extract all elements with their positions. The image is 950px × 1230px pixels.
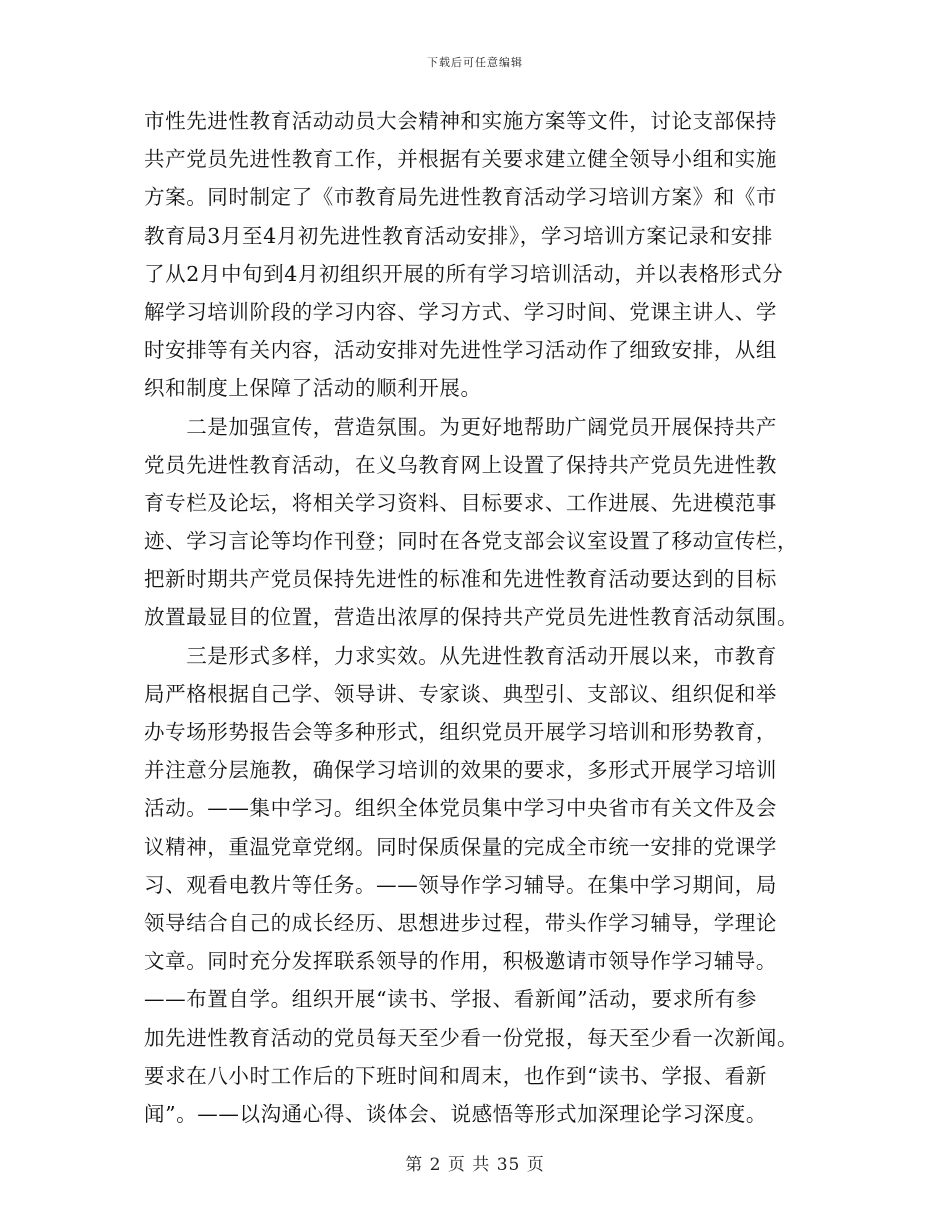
text-line: 局严格根据自己学、领导讲、专家谈、典型引、支部议、组织促和举 [144,681,777,706]
document-body [144,102,814,1133]
text-line: 育专栏及论坛，将相关学习资料、目标要求、工作进展、先进模范事 [144,490,777,515]
text-line: 放置最显目的位置，营造出浓厚的保持共产党员先进性教育活动氛围。 [144,605,799,630]
text-line: 并注意分层施教，确保学习培训的效果的要求，多形式开展学习培训 [144,758,777,783]
text-line: 方案。同时制定了《市教育局先进性教育活动学习培训方案》和《市 [144,185,777,210]
text-line: 习、观看电教片等任务。——领导作学习辅导。在集中学习期间，局 [144,872,777,897]
text-line: 迹、学习言论等均作刊登；同时在各党支部会议室设置了移动宣传栏， [144,529,799,554]
page-number-footer: 第 2 页 共 35 页 [405,1155,545,1175]
text-line: 三是形式多样，力求实效。从先进性教育活动开展以来，市教育 [144,643,777,668]
text-line: 领导结合自己的成长经历、思想进步过程，带头作学习辅导，学理论 [144,910,777,935]
text-line: ——布置自学。组织开展“读书、学报、看新闻”活动，要求所有参 [144,987,757,1012]
text-line: 加先进性教育活动的党员每天至少看一份党报，每天至少看一次新闻。 [144,1025,799,1050]
text-line: 活动。——集中学习。组织全体党员集中学习中央省市有关文件及会 [144,796,777,821]
page-header: 下载后可任意编辑 [427,56,523,69]
text-line: 共产党员先进性教育工作，并根据有关要求建立健全领导小组和实施 [144,147,777,172]
text-line: 闻”。——以沟通心得、谈体会、说感悟等形式加深理论学习深度。 [144,1101,767,1126]
text-line: 要求在八小时工作后的下班时间和周末，也作到“读书、学报、看新 [144,1063,767,1088]
text-line: 二是加强宣传，营造氛围。为更好地帮助广阔党员开展保持共产 [144,414,777,439]
text-line: 市性先进性教育活动动员大会精神和实施方案等文件，讨论支部保持 [144,109,777,133]
text-line: 时安排等有关内容，活动安排对先进性学习活动作了细致安排，从组 [144,338,777,363]
text-line: 办专场形势报告会等多种形式，组织党员开展学习培训和形势教育， [144,720,777,744]
text-line: 党员先进性教育活动，在义乌教育网上设置了保持共产党员先进性教 [144,452,777,477]
text-line: 把新时期共产党员保持先进性的标准和先进性教育活动要达到的目标 [144,567,777,592]
text-line: 解学习培训阶段的学习内容、学习方式、学习时间、党课主讲人、学 [144,299,777,324]
text-line: 织和制度上保障了活动的顺利开展。 [144,376,482,401]
text-line: 文章。同时充分发挥联系领导的作用，积极邀请市领导作学习辅导。 [144,949,777,974]
text-line: 议精神，重温党章党纲。同时保质保量的完成全市统一安排的党课学 [144,834,777,859]
text-line: 了从2月中旬到4月初组织开展的所有学习培训活动，并以表格形式分 [144,261,784,286]
text-line: 教育局3月至4月初先进性教育活动安排》，学习培训方案记录和安排 [144,223,773,248]
